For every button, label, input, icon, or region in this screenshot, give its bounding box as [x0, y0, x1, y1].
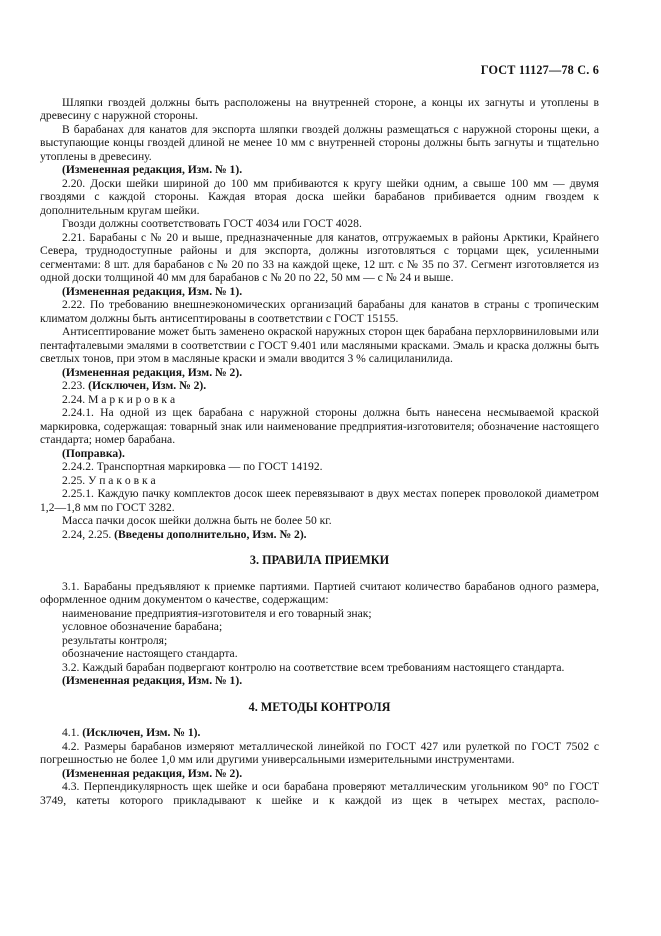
page-header	[40, 64, 599, 78]
paragraph	[40, 379, 599, 393]
text: 2.24, 2.25.	[62, 527, 115, 541]
paragraph	[40, 474, 599, 488]
paragraph	[40, 217, 599, 231]
paragraph	[40, 366, 599, 380]
paragraph	[40, 96, 599, 123]
text: 2.24.2. Транспортная маркировка — по ГОСТ 14192.	[62, 460, 323, 473]
paragraph	[40, 163, 599, 177]
text: наименование предприятия-изготовителя и его товарный знак;	[62, 606, 372, 620]
text: 2.21. Барабаны с № 20 и выше, предназначенные для канатов, отгружаемых в районы Арктики, Крайнего Севера, труднодоступные районы и для экспорта, должны изготовляться с торцами щек, усиленными сегментами: 8 шт. для барабанов с № 20 по 33 на каждой щеке, 12 шт. с № 35 по 37. Сегмент изготовляется из одной доски толщиной 40 мм для барабанов с № 20 по 22, 50 мм — с № 24 и выше.	[40, 230, 599, 284]
text: В барабанах для канатов для экспорта шляпки гвоздей должны размещаться с наружной стороны щеки, а выступающие концы гвоздей длиной не менее 10 мм с внутренней стороны должны быть загнуты и тщательно утоплены в древесину.	[40, 122, 599, 163]
paragraph	[40, 767, 599, 781]
bold-text: 3. ПРАВИЛА ПРИЕМКИ	[249, 553, 390, 567]
doc-number: ГОСТ 11127—78 С. 6	[480, 63, 599, 77]
paragraph	[40, 231, 599, 285]
text: 2.23.	[62, 379, 89, 392]
bold-text: 4. МЕТОДЫ КОНТРОЛЯ	[248, 699, 391, 714]
text: 3.2. Каждый барабан подвергают контролю на соответствие всем требованиям настоящего стандарта.	[62, 660, 565, 674]
text: условное обозначение барабана;	[62, 620, 223, 633]
paragraph	[40, 780, 599, 807]
section-heading	[40, 554, 599, 568]
bold-text: (Поправка).	[62, 446, 125, 460]
paragraph	[40, 123, 599, 164]
bold-text: (Измененная редакция, Изм. № 1).	[62, 674, 243, 687]
bold-text: (Измененная редакция, Изм. № 1).	[62, 284, 243, 298]
text: 4.2. Размеры барабанов измеряют металлической линейкой по ГОСТ 427 или рулеткой по ГОСТ 7502 с погрешностью не более 1,0 мм или другими универсальными измерительными инструментами.	[40, 739, 599, 766]
section-heading	[40, 701, 599, 715]
text: 4.3. Перпендикулярность щек шейке и оси барабана проверяют металлическим угольником 90° по ГОСТ 3749, катеты которого прикладывают к шейке и к каждой из щек в четырех местах, располо-	[40, 780, 599, 807]
bold-text: (Исключен, Изм. № 1).	[82, 726, 201, 739]
text: 2.22. По требованию внешнеэкономических организаций барабаны для канатов в страны с тропическим климатом должны быть антисептированы в соответствии с ГОСТ 15155.	[40, 298, 599, 325]
paragraph	[40, 726, 599, 740]
paragraph	[40, 487, 599, 514]
bold-text: (Исключен, Изм. № 2).	[88, 379, 207, 392]
paragraph	[40, 447, 599, 461]
paragraph	[40, 528, 599, 542]
paragraph	[40, 298, 599, 325]
paragraph	[40, 514, 599, 528]
paragraph	[40, 460, 599, 474]
text: результаты контроля;	[62, 633, 168, 647]
bold-text: (Введены дополнительно, Изм. № 2).	[114, 527, 307, 541]
document-body	[40, 96, 599, 808]
text: 2.24. М а р к и р о в к а	[62, 392, 176, 406]
paragraph	[40, 620, 599, 634]
paragraph	[40, 177, 599, 218]
paragraph	[40, 580, 599, 607]
paragraph	[40, 661, 599, 675]
paragraph	[40, 740, 599, 767]
paragraph	[40, 406, 599, 447]
text: Гвозди должны соответствовать ГОСТ 4034 или ГОСТ 4028.	[62, 217, 362, 230]
paragraph	[40, 393, 599, 407]
bold-text: (Измененная редакция, Изм. № 2).	[62, 365, 243, 379]
paragraph	[40, 285, 599, 299]
text: 2.24.1. На одной из щек барабана с наружной стороны должна быть нанесена несмываемой краской маркировка, содержащая: товарный знак или наименование предприятия-изготовителя; обозначение настоящего стандарта; номер барабана.	[40, 406, 599, 446]
text: 4.1.	[62, 726, 83, 739]
bold-text: (Измененная редакция, Изм. № 2).	[62, 766, 243, 780]
text: обозначение настоящего стандарта.	[62, 647, 238, 660]
paragraph	[40, 607, 599, 621]
bold-text: (Измененная редакция, Изм. № 1).	[62, 163, 243, 176]
paragraph	[40, 674, 599, 688]
paragraph	[40, 325, 599, 366]
paragraph	[40, 634, 599, 648]
text: Антисептирование может быть заменено окраской наружных сторон щек барабана перхлорвиниловыми или пентафталевыми эмалями в соответствии с ГОСТ 9.401 или масляными красками. Эмаль и краска должны быть светлых тонов, при этом в масляные краски и эмали вводится 3 % салициланилида.	[40, 325, 599, 365]
text: Масса пачки досок шейки должна быть не более 50 кг.	[62, 514, 332, 527]
text: 3.1. Барабаны предъявляют к приемке партиями. Партией считают количество барабанов одного размера, оформленное одним документом о качестве, содержащим:	[40, 579, 599, 606]
paragraph	[40, 647, 599, 661]
text: Шляпки гвоздей должны быть расположены на внутренней стороне, а концы их загнуты и утоплены в древесину с наружной стороны.	[40, 95, 599, 122]
text: 2.25. У п а к о в к а	[62, 473, 156, 487]
text: 2.25.1. Каждую пачку комплектов досок шеек перевязывают в двух местах поперек проволокой диаметром 1,2—1,8 мм по ГОСТ 3282.	[40, 487, 599, 514]
text: 2.20. Доски шейки шириной до 100 мм прибиваются к кругу шейки одним, а свыше 100 мм — двумя гвоздями с каждой стороны. Каждая вторая доска шейки барабанов прибивается одним гвоздем к дополнительным кругам шейки.	[40, 176, 599, 217]
